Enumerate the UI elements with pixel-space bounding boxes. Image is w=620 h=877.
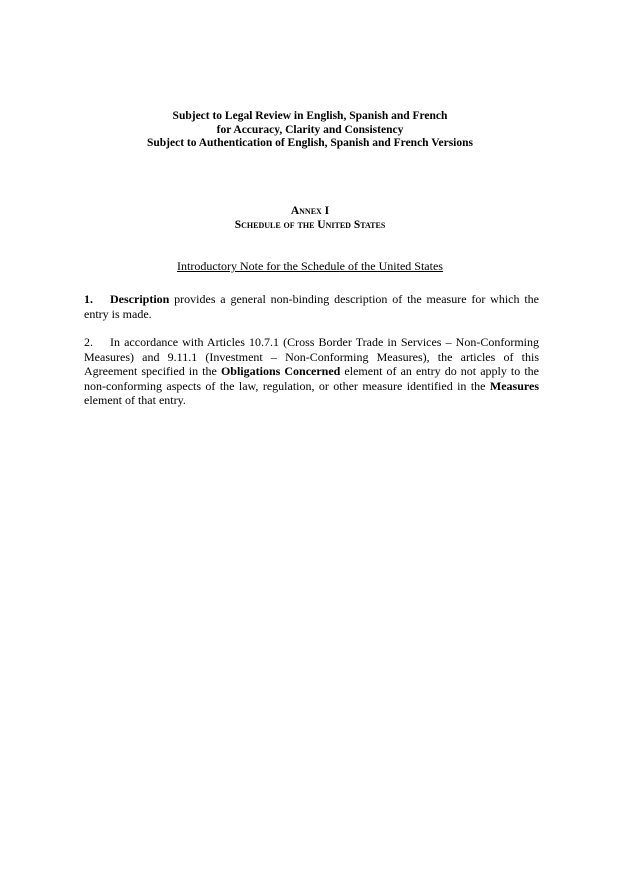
annex-heading [0,204,620,232]
paragraph-text: In accordance with Articles 10.7.1 (Cross Border Trade in Services – Non-Conforming Measures) and 9.11.1 (Investment – Non-Conforming Measures), the articles of this Agreement specified in the [84,335,539,378]
annex-title: Annex I [290,205,330,217]
defined-term-measures: Measures [489,378,539,393]
paragraph-number: 1. [84,292,93,306]
paragraph-1 [84,292,539,321]
annex-subtitle: Schedule of the United States [234,219,386,231]
paragraph-number: 2. [84,335,93,349]
legal-review-notice [0,110,620,151]
defined-term-description: Description [110,292,170,306]
legal-notice-line-2: for Accuracy, Clarity and Consistency [216,123,404,136]
legal-notice-line-3: Subject to Authentication of English, Spanish and French Versions [146,137,473,149]
legal-notice-line-1: Subject to Legal Review in English, Spanish and French [172,110,448,122]
paragraph-text: element of that entry. [84,393,186,407]
paragraph-2 [84,335,539,408]
paragraph-text: element of an entry do not apply to the non-conforming aspects of the law, regulation, or other measure identified in the [84,364,539,393]
paragraph-text: provides a general non-binding description of the measure for which the entry is made. [84,292,539,321]
intro-note-title: Introductory Note for the Schedule of the United States [177,259,443,273]
defined-term-obligations-concerned: Obligations Concerned [220,364,341,378]
